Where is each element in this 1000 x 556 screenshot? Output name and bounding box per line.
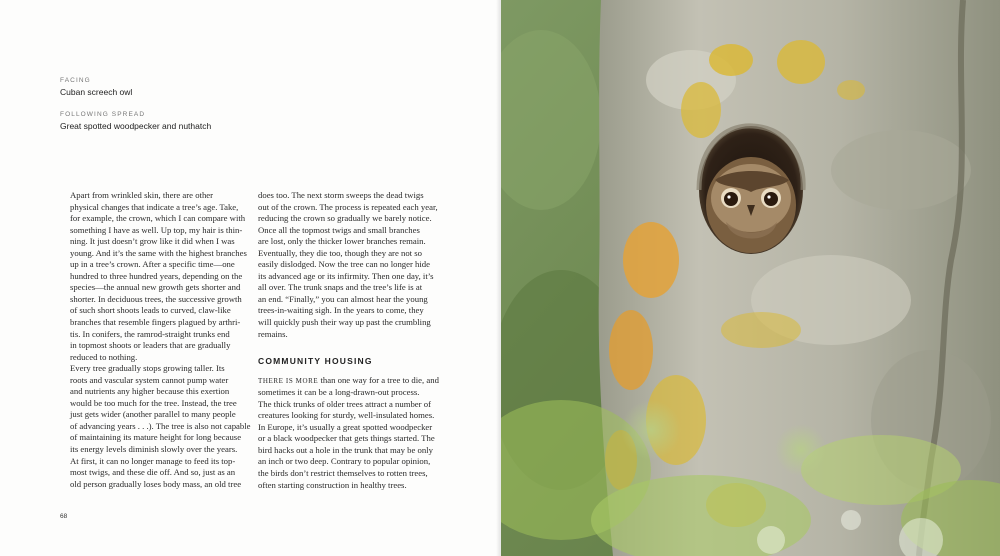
text-line: physical changes that indicate a tree’s age. Take, — [70, 201, 239, 212]
text-line: or a black woodpecker that gets things started. The — [258, 433, 435, 444]
text-line: of such short shoots leads to curved, claw-like — [70, 305, 231, 316]
text-line: an inch or two deep. Contrary to popular opinion, — [258, 456, 431, 467]
text-line: sometimes it can be a long-drawn-out process. — [258, 387, 420, 398]
text-line: Once all the topmost twigs and small branches — [258, 224, 420, 235]
text-line: branches that resemble fingers plagued by arthri- — [70, 317, 241, 328]
paragraph-storm — [258, 190, 440, 340]
lead-in-smallcaps: THERE IS MORE — [258, 376, 319, 385]
lead-line-rest: than one way for a tree to die, and — [318, 374, 439, 385]
text-line: hundred to three hundred years, depending on the — [70, 270, 243, 281]
text-line: shorter. In deciduous trees, the successive growth — [70, 293, 242, 304]
text-line: its energy levels diminish slowly over the years. — [70, 444, 238, 455]
text-line: and nutrients any higher because this exertion — [70, 386, 230, 397]
text-line: up in a tree’s crown. After a specific time—one — [70, 259, 235, 270]
text-line: bird hacks out a hole in the trunk that may be only — [258, 444, 433, 455]
text-line: trees-in-waiting sigh. In the years to come, they — [258, 305, 424, 316]
text-line: of maintaining its mature height for long because — [70, 432, 242, 443]
text-line: reducing the crown so gradually we barely notice. — [258, 213, 432, 224]
text-line: remains. — [258, 328, 288, 339]
owl — [706, 157, 796, 253]
text-line: most twigs, and these die off. And so, just as an — [70, 467, 236, 478]
text-line: reduced to nothing. — [70, 351, 138, 362]
photo-captions — [60, 76, 260, 144]
text-line: Eventually, they die too, though they are not so — [258, 247, 422, 258]
text-line: in topmost shoots or leaders that are gradually — [70, 340, 231, 351]
text-column-right — [258, 190, 440, 491]
caption-following-text: Great spotted woodpecker and nuthatch — [60, 121, 212, 131]
text-line: often starting construction in healthy trees. — [258, 479, 407, 490]
text-line: all over. The trunk snaps and the tree’s life is at — [258, 282, 423, 293]
paragraph-crown-aging — [60, 190, 247, 363]
text-line: its advanced age or its infirmity. Then one day, it’s — [258, 270, 434, 281]
text-line: old person gradually loses body mass, an old tree — [70, 478, 242, 489]
text-line: The thick trunks of older trees attract a number of — [258, 398, 431, 409]
owl-right-eye — [764, 192, 778, 206]
paragraph-stops-growing — [60, 363, 251, 490]
text-line: Apart from wrinkled skin, there are other — [70, 190, 214, 200]
page-number: 68 — [60, 513, 68, 520]
text-line: are lost, only the thicker lower branches remain. — [258, 236, 426, 247]
text-line: does too. The next storm sweeps the dead twigs — [258, 190, 424, 200]
caption-facing-kicker: FACING — [60, 77, 91, 84]
text-line: Every tree gradually stops growing taller. Its — [70, 363, 225, 374]
text-column-left — [60, 190, 251, 490]
paragraph-community-housing — [258, 375, 440, 491]
caption-facing-text: Cuban screech owl — [60, 87, 133, 97]
text-line: will quickly push their way up past the crumbling — [258, 317, 431, 328]
text-line: just gets wider (another parallel to many people — [70, 409, 236, 420]
owl-left-eye — [724, 192, 738, 206]
text-line: easily dislodged. Now the tree can no longer hide — [258, 259, 431, 270]
text-line: ning. It just doesn’t grow like it did when I was — [70, 236, 235, 247]
text-line: of advancing years . . .). The tree is also not capable — [70, 420, 251, 431]
text-line: the birds don’t restrict themselves to rotten trees, — [258, 468, 428, 479]
text-line: At first, it can no longer manage to feed its top- — [70, 455, 236, 466]
text-line: something I have as well. Up top, my hair is thin- — [70, 224, 243, 235]
text-line: roots and vascular system cannot pump water — [70, 374, 229, 385]
text-line: species—the annual new growth gets shorter and — [70, 282, 241, 293]
text-line: for example, the crown, which I can compare with — [70, 213, 246, 224]
text-line: an end. “Finally,” you can almost hear the young — [258, 293, 428, 304]
section-heading: COMMUNITY HOUSING — [258, 356, 373, 367]
text-line: tis. In conifers, the ramrod-straight trunks end — [70, 328, 230, 339]
text-line: In Europe, it’s usually a great spotted woodpecker — [258, 421, 433, 432]
text-line: out of the crown. The process is repeated each year, — [258, 201, 438, 212]
text-line: creatures looking for sturdy, well-insulated homes. — [258, 410, 435, 421]
text-line: young. And it’s the same with the highest branches — [70, 247, 247, 258]
text-line: would be too much for the tree. Instead, the tree — [70, 397, 237, 408]
owl-photo — [501, 0, 1000, 556]
caption-following-kicker: FOLLOWING SPREAD — [60, 111, 146, 118]
owl-in-tree-illustration — [501, 0, 1000, 556]
